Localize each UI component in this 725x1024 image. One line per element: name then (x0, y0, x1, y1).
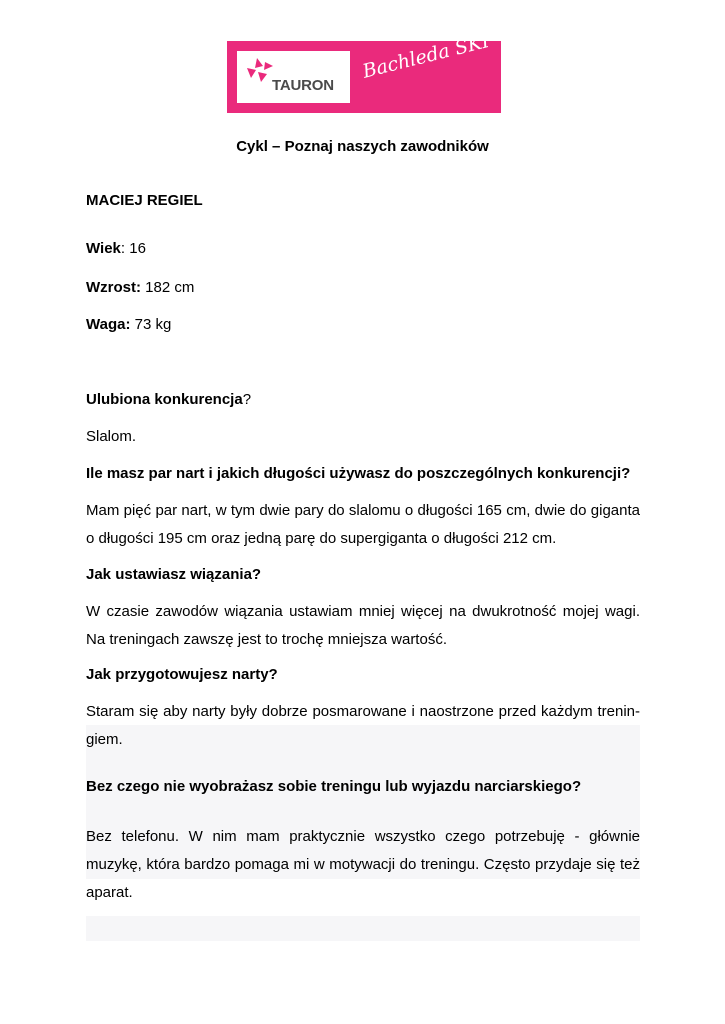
athlete-name: MACIEJ REGIEL (86, 192, 203, 209)
tauron-logo (237, 51, 350, 103)
shaded-footer-block (86, 916, 640, 941)
stat-age-value: : 16 (120, 240, 146, 257)
answer-prep (86, 698, 640, 754)
answer-bindings: W czasie zawodów wiązania ustawiam mniej więcej na dwukrotność mojej wagi. Na treningach zawszę jest to trochę mniejsza wartość. (86, 603, 640, 648)
answer-essentials: Bez telefonu. W nim mam praktycznie wszystko czego potrzebuję - głównie muzykę, która bardzo pomaga mi w motywacji do treningu. Często przydaje się też aparat. (86, 828, 640, 901)
answer-skis: Mam pięć par nart, w tym dwie pary do slalomu o długości 165 cm, dwie do giganta o długości 195 cm oraz jedną parę do supergiganta o długości 212 cm. (86, 502, 640, 547)
question-suffix: ? (242, 391, 252, 408)
stat-weight-label: Waga: (86, 316, 131, 333)
question-text: Ulubiona konkurencja (86, 391, 243, 408)
tauron-star-icon (245, 56, 275, 84)
answer-prep-line2: giem. (86, 731, 123, 748)
answer-favorite: Slalom. (86, 428, 137, 445)
tauron-wordmark: TAURON (272, 77, 334, 94)
question-favorite (86, 391, 251, 408)
page-title: Cykl – Poznaj naszych zawodników (236, 138, 489, 155)
question-prep: Jak przygotowujesz narty? (86, 666, 278, 683)
header-banner (227, 29, 501, 113)
question-skis: Ile masz par nart i jakich długości używasz do poszczególnych konkurencji? (86, 465, 631, 482)
stat-age (86, 240, 146, 257)
question-bindings: Jak ustawiasz wiązania? (86, 566, 262, 583)
stat-age-label: Wiek (86, 240, 121, 257)
stat-weight (86, 316, 171, 333)
answer-prep-line1: Staram się aby narty były dobrze posmarowane i naostrzone przed każdym trenin- (86, 703, 640, 720)
stat-height-label: Wzrost: (86, 279, 141, 296)
stat-weight-value: 73 kg (130, 316, 172, 333)
bachleda-ski-logo: Bachleda SKI (360, 29, 492, 83)
question-essentials: Bez czego nie wyobrażasz sobie treningu lub wyjazdu narciarskiego? (86, 778, 582, 795)
stat-height-value: 182 cm (141, 279, 195, 296)
stat-height (86, 279, 194, 296)
